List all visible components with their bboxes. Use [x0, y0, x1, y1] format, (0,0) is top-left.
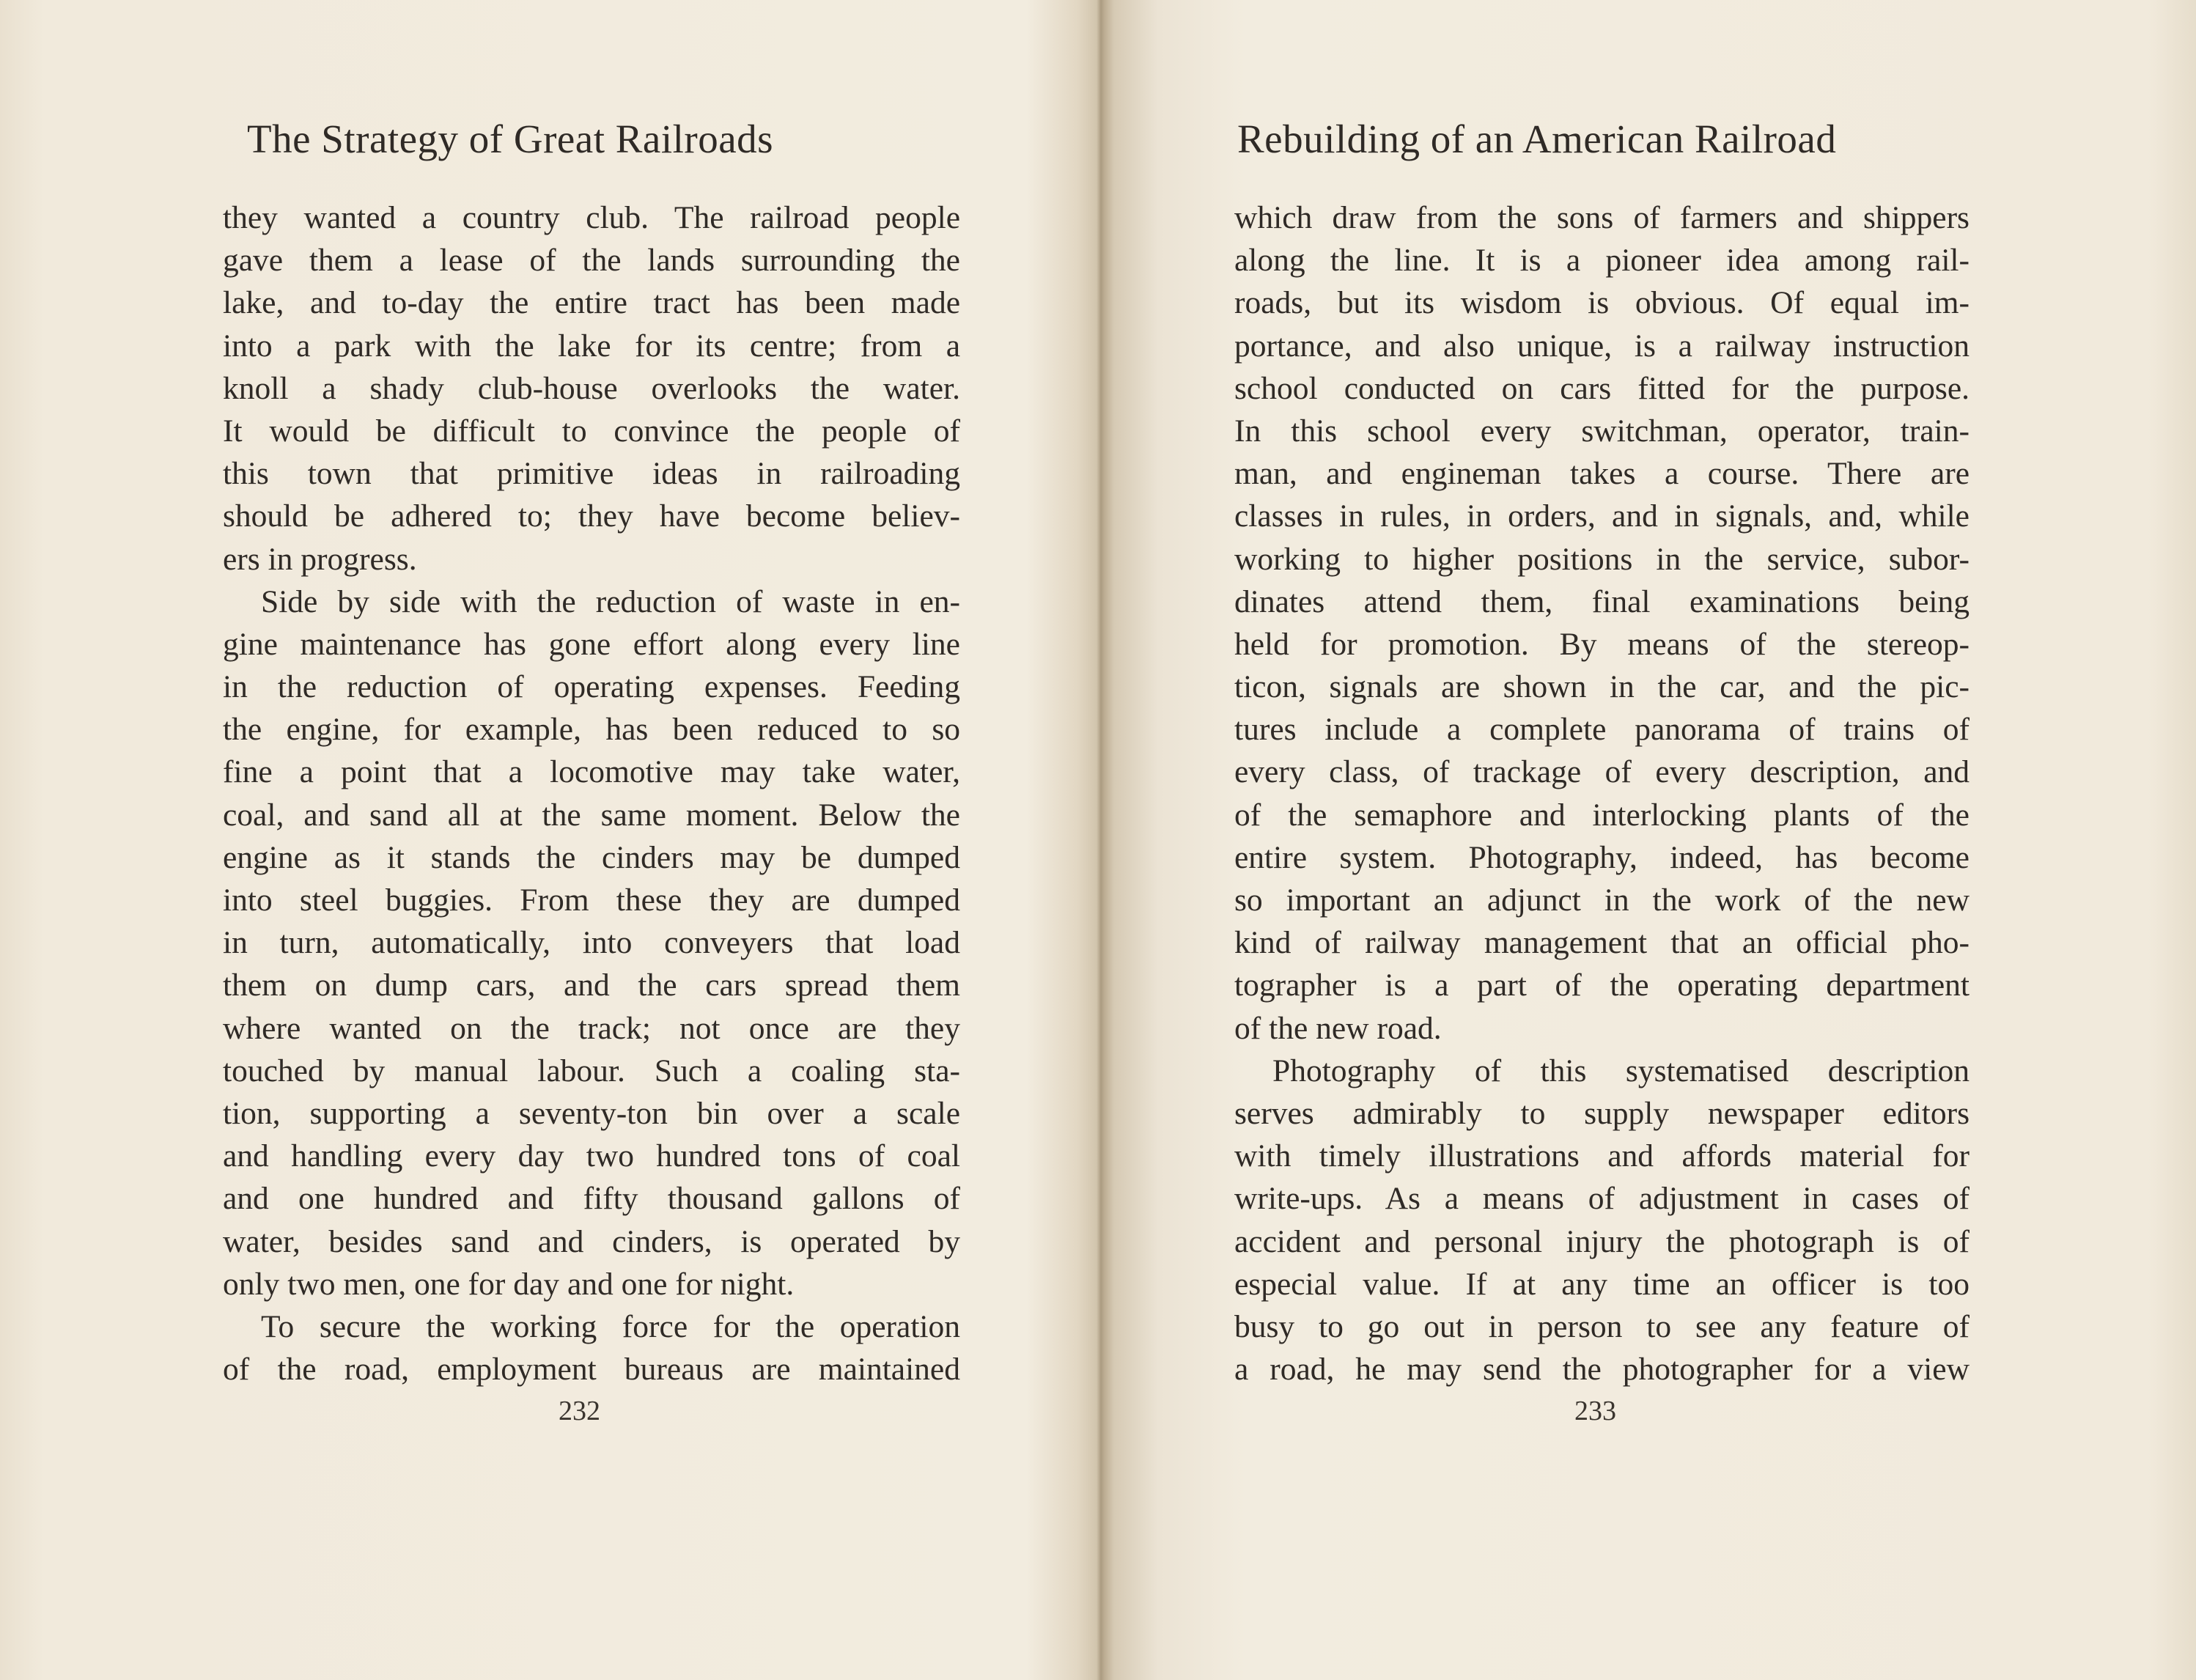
text-line: accident and personal injury the photograph is of [1234, 1223, 1970, 1259]
text-line: so important an adjunct in the work of the new [1234, 883, 1970, 918]
text-line: which draw from the sons of farmers and shippers [1234, 200, 1970, 235]
text-line: In this school every switchman, operator, train- [1234, 413, 1970, 449]
right-body-text [1234, 196, 1970, 1390]
text-line: every class, of trackage of every description, and [1234, 754, 1970, 790]
text-line: this town that primitive ideas in railroading [223, 456, 960, 492]
text-line: in the reduction of operating expenses. Feeding [223, 669, 960, 705]
text-line: ticon, signals are shown in the car, and the pic- [1234, 669, 1970, 705]
text-line: the engine, for example, has been reduced to so [223, 712, 960, 748]
text-line: To secure the working force for the operation [261, 1308, 960, 1344]
text-line: engine as it stands the cinders may be dumped [223, 839, 960, 875]
text-line: fine a point that a locomotive may take water, [223, 754, 960, 790]
text-line: and handling every day two hundred tons of coal [223, 1138, 960, 1174]
text-line: roads, but its wisdom is obvious. Of equal im- [1234, 285, 1970, 321]
text-line: of the road, employment bureaus are maintained [223, 1352, 960, 1388]
text-line: of the semaphore and interlocking plants of the [1234, 797, 1970, 833]
text-line: school conducted on cars fitted for the purpose. [1234, 370, 1970, 406]
text-line: them on dump cars, and the cars spread them [223, 968, 960, 1003]
text-line: Photography of this systematised description [1272, 1053, 1970, 1088]
text-line: It would be difficult to convince the people of [223, 413, 960, 449]
text-line: Side by side with the reduction of waste in en- [261, 583, 960, 619]
text-line: kind of railway management that an official pho- [1234, 925, 1970, 961]
right-page [1098, 0, 2196, 1680]
text-line: knoll a shady club-house overlooks the water. [223, 370, 960, 406]
text-line: in turn, automatically, into conveyers that load [223, 925, 960, 961]
text-line: classes in rules, in orders, and in signals, and, while [1234, 498, 1970, 534]
text-line: dinates attend them, final examinations being [1234, 583, 1970, 619]
right-page-number: 233 [1574, 1396, 1616, 1426]
text-line: ers in progress. [223, 541, 417, 577]
text-line: water, besides sand and cinders, is operated by [223, 1223, 960, 1259]
text-line: should be adhered to; they have become believ- [223, 498, 960, 534]
text-line: into a park with the lake for its centre; from a [223, 328, 960, 364]
text-line: with timely illustrations and affords material for [1234, 1138, 1970, 1174]
text-line: where wanted on the track; not once are they [223, 1010, 960, 1046]
text-line: touched by manual labour. Such a coaling sta- [223, 1053, 960, 1088]
text-line: write-ups. As a means of adjustment in cases of [1234, 1181, 1970, 1217]
text-line: tion, supporting a seventy-ton bin over a scale [223, 1095, 960, 1131]
text-line: gave them a lease of the lands surrounding the [223, 243, 960, 279]
text-line: coal, and sand all at the same moment. Below the [223, 797, 960, 833]
text-line: serves admirably to supply newspaper editors [1234, 1095, 1970, 1131]
text-line: especial value. If at any time an officer is too [1234, 1266, 1970, 1302]
text-line: tographer is a part of the operating department [1234, 968, 1970, 1003]
text-line: into steel buggies. From these they are dumped [223, 883, 960, 918]
text-line: tures include a complete panorama of trains of [1234, 712, 1970, 748]
left-body-text [223, 196, 960, 1390]
right-running-head: Rebuilding of an American Railroad [1237, 117, 1837, 161]
text-line: man, and engineman takes a course. There are [1234, 456, 1970, 492]
text-line: portance, and also unique, is a railway instruction [1234, 328, 1970, 364]
text-line: along the line. It is a pioneer idea among rail- [1234, 243, 1970, 279]
text-line: entire system. Photography, indeed, has become [1234, 839, 1970, 875]
text-line: gine maintenance has gone effort along every line [223, 626, 960, 662]
text-line: working to higher positions in the service, subor- [1234, 541, 1970, 577]
text-line: lake, and to-day the entire tract has been made [223, 285, 960, 321]
text-line: busy to go out in person to see any feature of [1234, 1308, 1970, 1344]
text-line: only two men, one for day and one for night. [223, 1266, 795, 1302]
text-line: and one hundred and fifty thousand gallons of [223, 1181, 960, 1217]
text-line: held for promotion. By means of the stereop- [1234, 626, 1970, 662]
text-line: a road, he may send the photographer for a view [1234, 1352, 1970, 1388]
text-line: of the new road. [1234, 1010, 1442, 1046]
left-running-head: The Strategy of Great Railroads [247, 117, 774, 161]
text-line: they wanted a country club. The railroad people [223, 200, 960, 235]
left-page-number: 232 [559, 1396, 600, 1426]
